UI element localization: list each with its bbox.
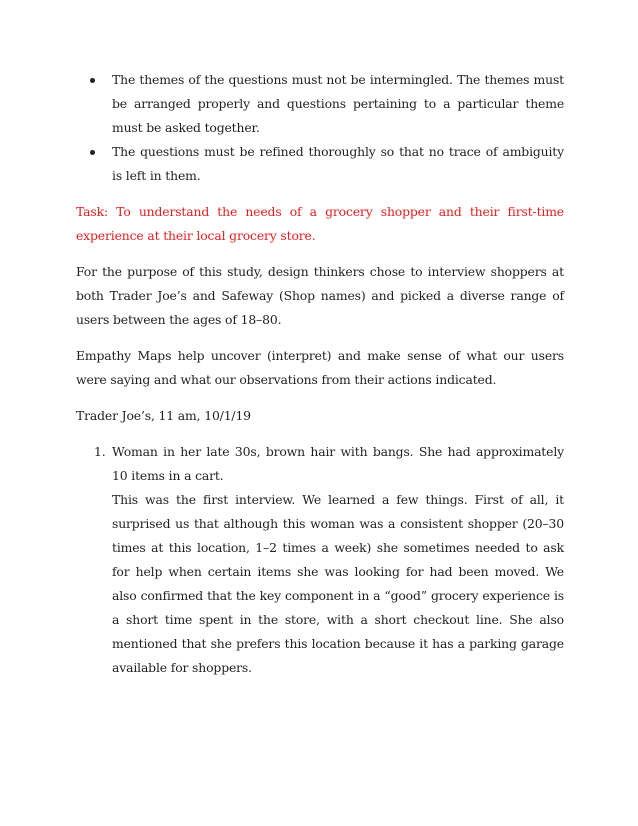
list-item: [76, 68, 564, 140]
interview-detail: This was the first interview. We learned a few things. First of all, it surprised us that although this woman was a consistent shopper (20–30 times at this location, 1–2 times a week) she sometimes needed to ask for help when certain items she was looking for had been moved. We also confirmed that the key component in a “good” grocery experience is a short time spent in the store, with a short checkout line. She also mentioned that she prefers this location because it has a parking garage available for shoppers.: [112, 492, 564, 675]
interview-list: [76, 440, 564, 680]
document-page: [76, 68, 564, 680]
task-statement: Task: To understand the needs of a grocery shopper and their first-time experience at their local grocery store.: [76, 204, 564, 243]
bullet-icon: [90, 78, 95, 83]
session-heading: Trader Joe’s, 11 am, 10/1/19: [76, 408, 251, 423]
interview-summary: Woman in her late 30s, brown hair with bangs. She had approximately 10 items in a cart.: [112, 444, 564, 483]
bullet-icon: [90, 150, 95, 155]
study-paragraph: For the purpose of this study, design thinkers chose to interview shoppers at both Trader Joe’s and Safeway (Shop names) and picked a diverse range of users between the ages of 18–80.: [76, 264, 564, 327]
bullet-text: The questions must be refined thoroughly so that no trace of ambiguity is left in them.: [112, 144, 564, 183]
bullet-text: The themes of the questions must not be intermingled. The themes must be arranged properly and questions pertaining to a particular theme must be asked together.: [112, 72, 564, 135]
empathy-paragraph: Empathy Maps help uncover (interpret) and make sense of what our users were saying and what our observations from their actions indicated.: [76, 348, 564, 387]
list-item: [76, 140, 564, 188]
requirements-list: [76, 68, 564, 188]
list-item: [76, 440, 564, 680]
list-number: 1.: [94, 444, 106, 459]
